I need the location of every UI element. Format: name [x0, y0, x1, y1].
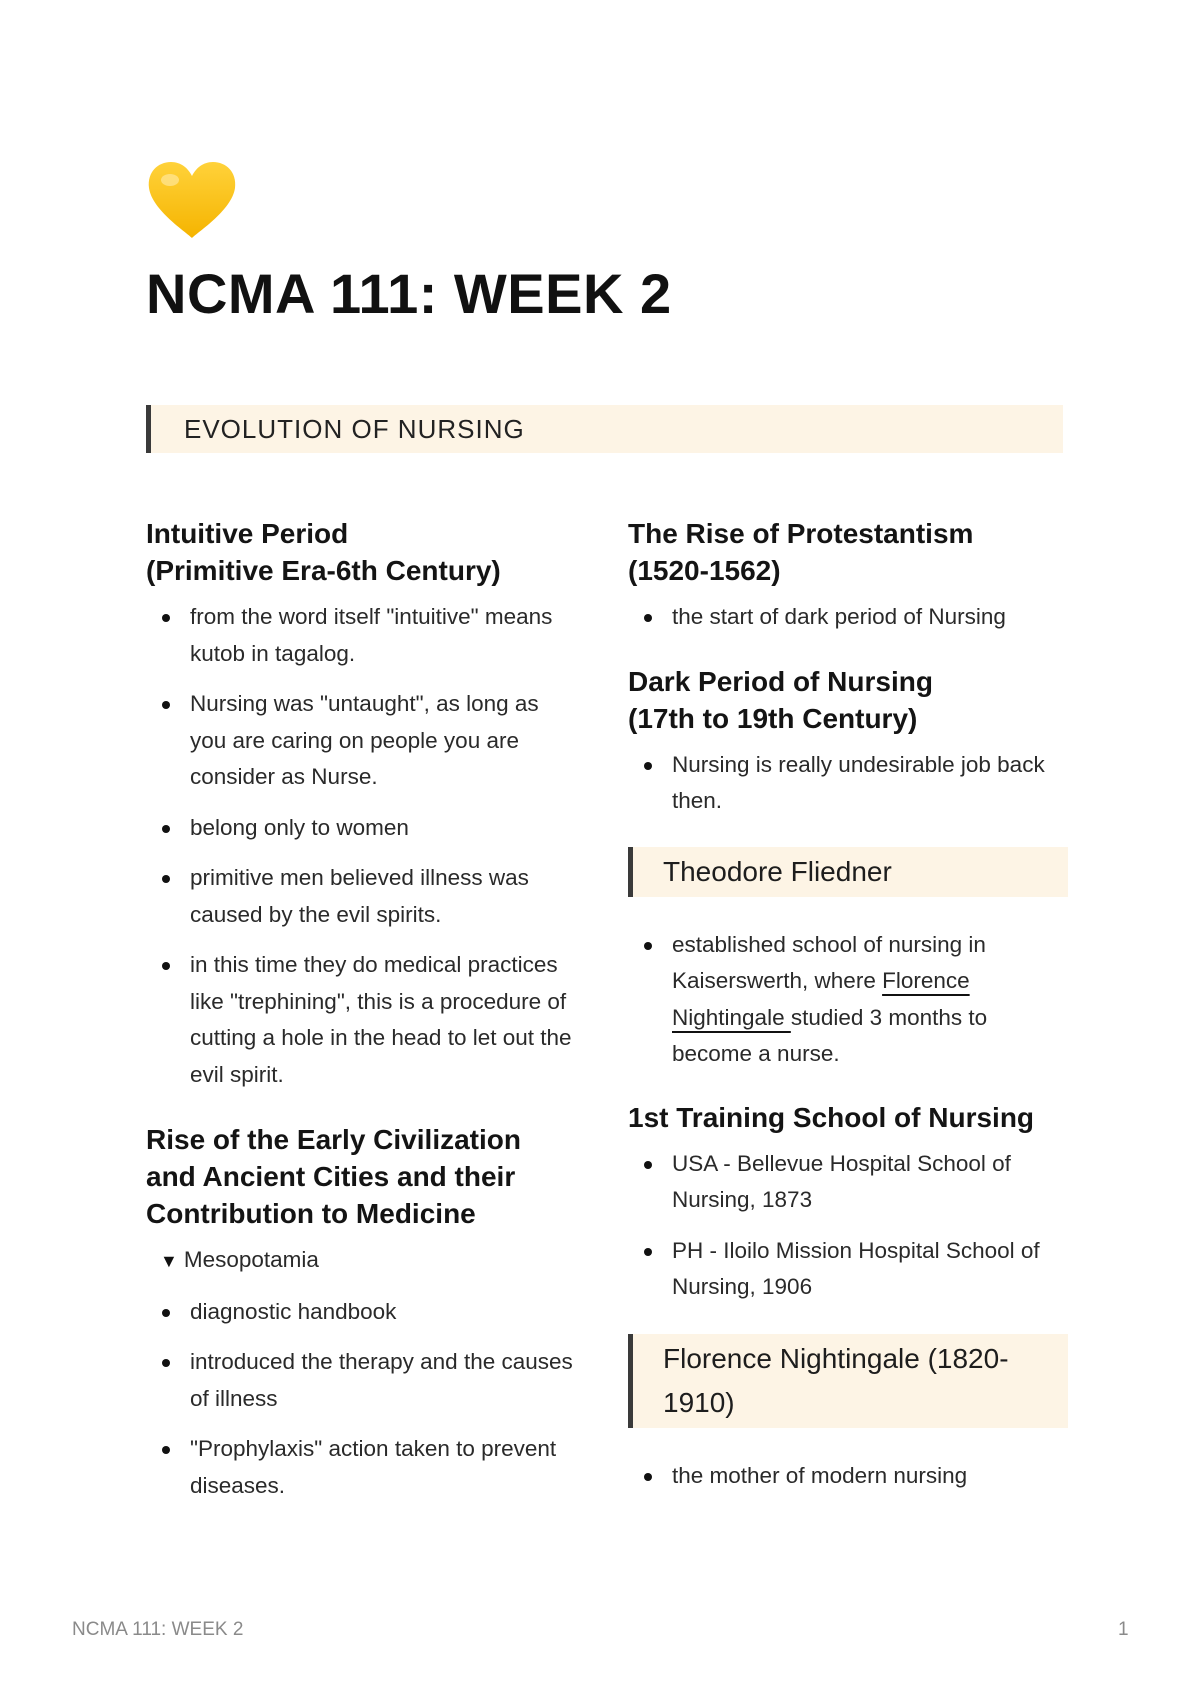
- heading-line: (Primitive Era-6th Century): [146, 555, 501, 586]
- list-item: from the word itself "intuitive" means kutob in tagalog.: [146, 599, 576, 672]
- heading-line: Dark Period of Nursing: [628, 665, 933, 697]
- protestantism-bullet-list: [628, 599, 1068, 636]
- list-item: PH - Iloilo Mission Hospital School of Nursing, 1906: [628, 1233, 1068, 1306]
- list-item: belong only to women: [146, 810, 576, 847]
- heading-line: (1520-1562): [628, 555, 781, 586]
- left-column: [146, 515, 576, 1504]
- theodore-fliedner-callout: [628, 847, 1068, 897]
- list-item: Nursing is really undesirable job back then.: [628, 747, 1068, 820]
- heading-line: (17th to 19th Century): [628, 702, 918, 734]
- evolution-of-nursing-callout: [146, 405, 1063, 453]
- civilization-bullet-list: [146, 1294, 576, 1505]
- florence-nightingale-callout: [628, 1334, 1068, 1428]
- list-item: primitive men believed illness was caused by the evil spirits.: [146, 860, 576, 933]
- callout-text: Florence Nightingale (1820-1910): [663, 1342, 1009, 1418]
- callout-text: EVOLUTION OF NURSING: [184, 414, 525, 444]
- dark-period-heading: [628, 663, 1068, 737]
- heading-line: Intuitive Period: [146, 518, 349, 549]
- dark-period-bullet-list: [628, 747, 1068, 820]
- list-item: [628, 927, 1068, 1073]
- list-item: the mother of modern nursing: [628, 1458, 1068, 1495]
- bullet-text: established school of nursing in Kaiserswerth, where: [672, 931, 986, 993]
- bullet-text: studied 3 months to become a nurse.: [672, 1004, 988, 1066]
- list-item: "Prophylaxis" action taken to prevent diseases.: [146, 1431, 576, 1504]
- yellow-heart-icon: [146, 160, 238, 240]
- heading-line: The Rise of Protestantism: [628, 518, 974, 549]
- protestantism-heading: [628, 515, 1068, 589]
- intuitive-bullet-list: [146, 599, 576, 1093]
- civilization-heading: Rise of the Early Civilization and Ancient Cities and their Contribution to Medicine: [146, 1124, 521, 1229]
- mesopotamia-toggle[interactable]: [146, 1242, 576, 1280]
- training-school-heading: 1st Training School of Nursing: [628, 1101, 1035, 1133]
- intuitive-period-heading: [146, 515, 576, 589]
- page-title: NCMA 111: WEEK 2: [146, 262, 672, 325]
- list-item: in this time they do medical practices like "trephining", this is a procedure of cutting a hole in the head to let out the evil spirit.: [146, 947, 576, 1093]
- nightingale-bullet-list: [628, 1458, 1068, 1495]
- fliedner-bullet-list: [628, 927, 1068, 1073]
- list-item: Nursing was "untaught", as long as you are caring on people you are consider as Nurse.: [146, 686, 576, 796]
- toggle-label: Mesopotamia: [183, 1247, 319, 1272]
- footer-doc-title: NCMA 111: WEEK 2: [72, 1619, 244, 1640]
- footer-page-number: 1: [1118, 1619, 1129, 1640]
- florence-nightingale-link[interactable]: Florence Nightingale: [672, 968, 970, 1030]
- list-item: diagnostic handbook: [146, 1294, 576, 1331]
- list-item: introduced the therapy and the causes of illness: [146, 1344, 576, 1417]
- triangle-down-icon[interactable]: ▼: [160, 1251, 178, 1271]
- training-bullet-list: [628, 1146, 1068, 1306]
- list-item: USA - Bellevue Hospital School of Nursing, 1873: [628, 1146, 1068, 1219]
- right-column: [628, 515, 1068, 1494]
- list-item: the start of dark period of Nursing: [628, 599, 1068, 636]
- callout-text: Theodore Fliedner: [663, 855, 892, 887]
